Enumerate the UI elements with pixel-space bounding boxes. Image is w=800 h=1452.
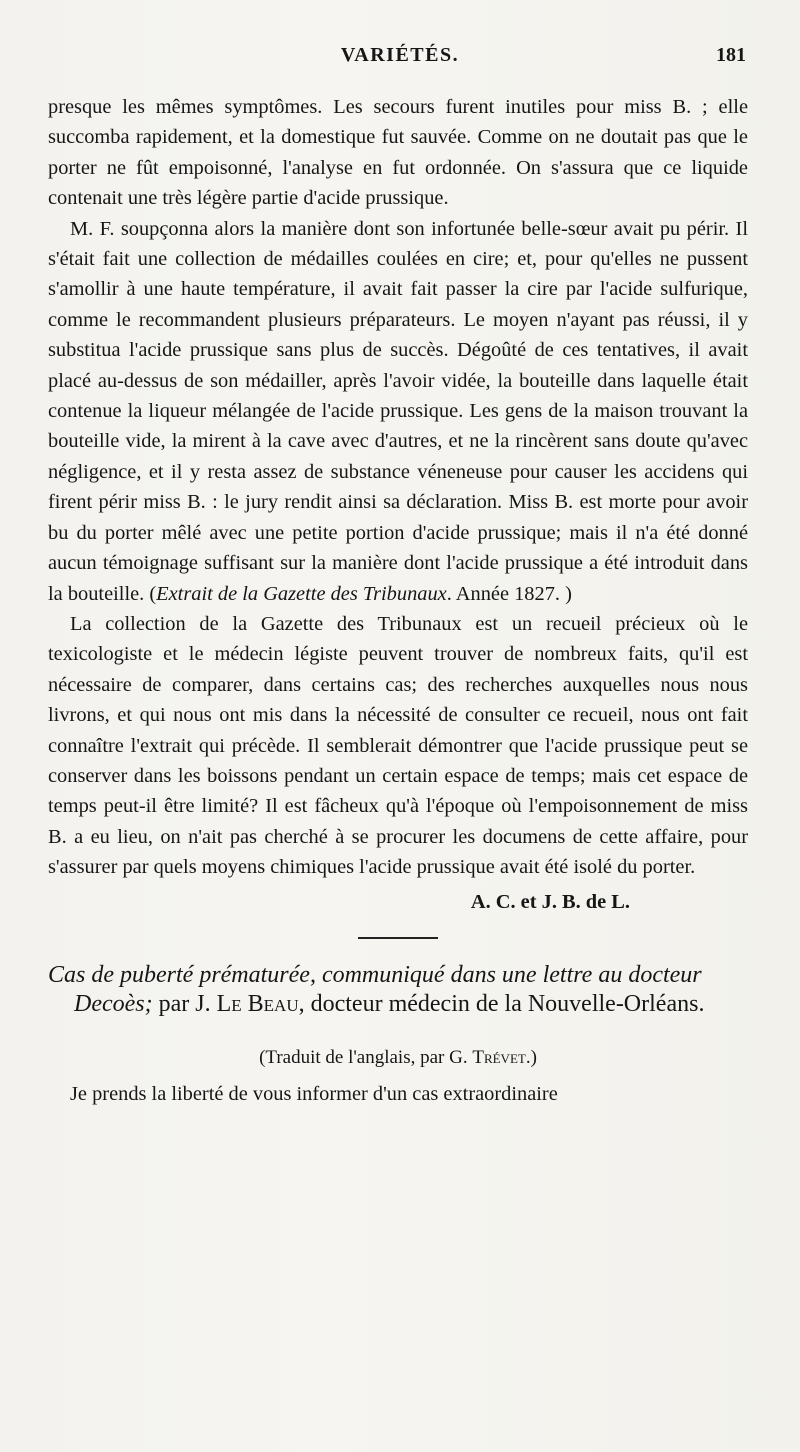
translation-credit (48, 1043, 748, 1073)
credit-close: .) (525, 1046, 537, 1068)
running-head: VARIÉTÉS. (340, 44, 460, 66)
signature: A. C. et J. B. de L. (470, 890, 630, 913)
article-first-line: Je prends la liberté de vous informer d'un cas extraordinaire (70, 1083, 558, 1106)
translator-name: Trévet (472, 1046, 526, 1068)
article-title-by: par J. (152, 990, 217, 1017)
paragraph-commentary: La collection de la Gazette des Tribunaux est un recueil précieux où le texicologiste et le médecin légiste peuvent trouver de nombreux faits, qu'il est nécessaire de comparer, dans certains cas; des recherches auxquelles nous nous livrons, et qui nous ont mis dans la nécessité de consulter ce recueil, nous ont fait connaître l'extrait qui précède. Il semblerait démontrer que l'acide prussique peut se conserver dans les boissons pendant un certain espace de temps; mais cet espace de temps peut-il être limité? Il est fâcheux qu'à l'époque où l'empoisonnement de miss B. a eu lieu, on n'ait pas cherché à se procurer les documens de cette affaire, pour s'assurer par quels moyens chimiques l'acide prussique avait été isolé du porter. (48, 612, 748, 879)
paragraph-medal-story (48, 214, 748, 609)
page-number: 181 (716, 44, 746, 66)
source-citation: Extrait de la Gazette des Tribunaux (156, 582, 447, 605)
paragraph-continuation: presque les mêmes symptômes. Les secours furent inutiles pour miss B. ; elle succomba rapidement, et la domestique fut sauvée. Comme on ne doutait pas que le porter ne fût empoisonné, l'analyse en fut ordonnée. On s'assura que ce liquide contenait une très légère partie d'acide prussique. (48, 96, 748, 210)
section-divider (358, 937, 438, 939)
article-author: Le Beau (216, 990, 299, 1017)
credit-open: (Traduit de l'anglais, par G. (259, 1046, 473, 1068)
article-title (48, 961, 748, 1019)
article-title-italic: Cas de puberté prématurée, communiqué dans une lettre au docteur Decoès; (48, 961, 702, 1017)
article-title-rest: , docteur médecin de la Nouvelle-Orléans. (298, 990, 705, 1017)
body-text (48, 92, 748, 1110)
source-close: . Année 1827. ) (446, 582, 572, 605)
source-open: ( (149, 582, 157, 605)
page-header (48, 44, 752, 74)
paragraph-text: M. F. soupçonna alors la manière dont son infortunée belle-sœur avait pu périr. Il s'était fait une collection de médailles coulées en cire; et, pour qu'elles ne pussent s'amollir à une haute température, il avait fait passer la cire par l'acide sulfurique, comme le recommandent plusieurs préparateurs. Le moyen n'ayant pas réussi, il y substitua l'acide prussique sans plus de succès. Dégoûté de ces tentatives, il avait placé au-dessus de son médailler, après l'avoir vidée, la bouteille dans laquelle était contenue la liqueur mélangée de l'acide prussique. Les gens de la maison trouvant la bouteille vide, la mirent à la cave avec d'autres, et ne la rincèrent sans doute qu'avec négligence, et il y resta assez de substance véneneuse pour causer les accidens qui firent périr miss B. : le jury rendit ainsi sa déclaration. Miss B. est morte pour avoir bu du porter mêlé avec une petite portion d'acide prussique; mais il n'a été donné aucun témoignage suffisant sur la manière dont l'acide prussique a été introduit dans la bouteille. (48, 217, 748, 605)
